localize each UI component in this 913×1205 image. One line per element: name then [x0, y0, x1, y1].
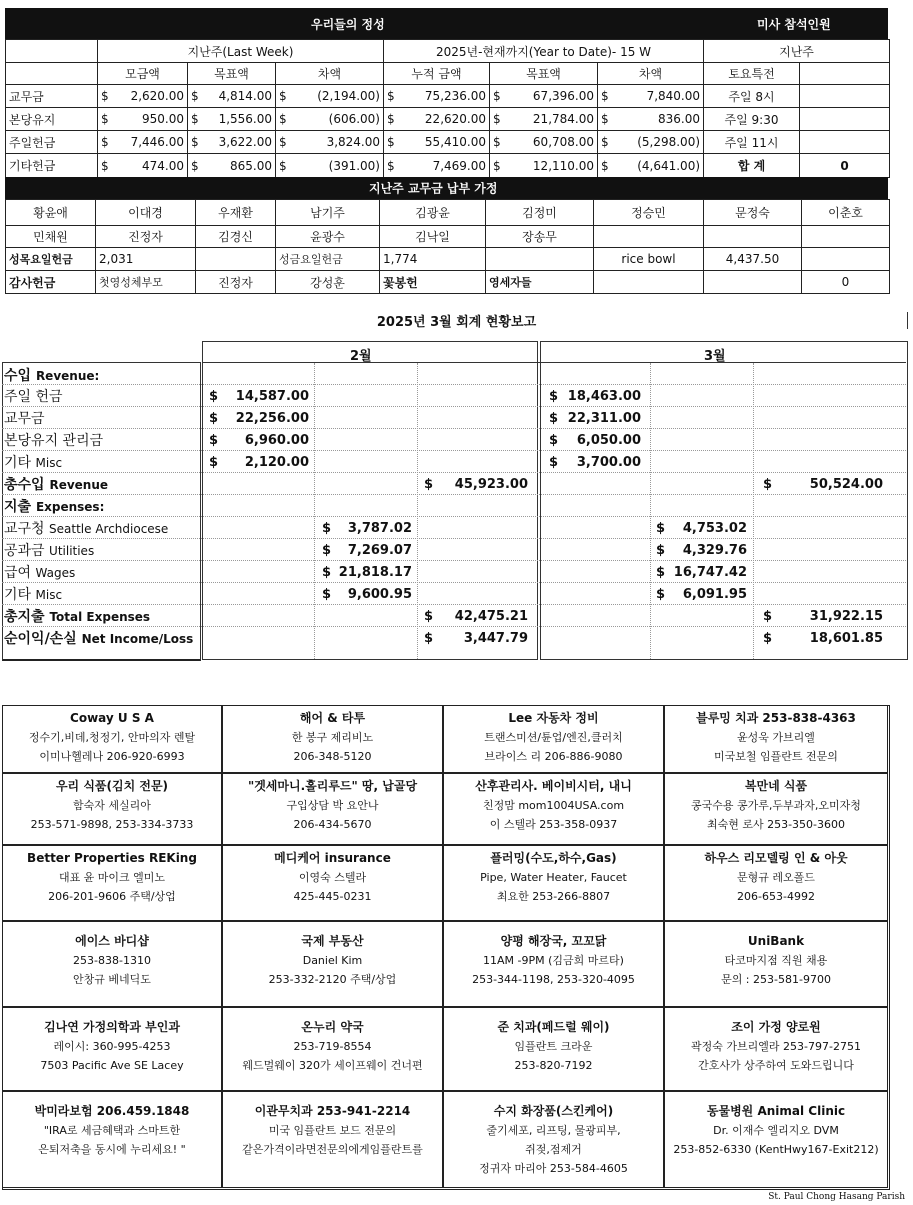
- archdiocese-label: 교구청 Seattle Archdiocese: [4, 521, 169, 537]
- ad-title: 준 치과(페드럴 웨이): [497, 1020, 610, 1034]
- divider: [202, 362, 906, 363]
- col-header: 토요특전: [704, 63, 800, 85]
- summary-row: 교무금 $ 2,620.00 $ 4,814.00 $ (2,194.00) $ 75,236.00 $ 67,396.00 $ 7,840.00 주일 8시: [6, 85, 890, 108]
- family-name: 윤광수: [276, 226, 380, 248]
- ad-title: 산후관리사. 베이비시터, 내니: [475, 779, 632, 793]
- dues-label: 교무금: [4, 411, 45, 427]
- utilities-label: 공과금 Utilities: [4, 543, 95, 559]
- misc-expense-label: 기타 Misc: [4, 587, 63, 603]
- ad-line: Dr. 이재수 엘리지오 DVM: [713, 1124, 839, 1137]
- ad-card: [443, 845, 664, 921]
- amount: 474.00: [142, 158, 184, 173]
- family-name: 민채원: [6, 226, 96, 248]
- maintenance-label: 본당유지 관리금: [4, 433, 104, 449]
- ad-line: 콩국수용 콩가루,두부과자,오미자청: [691, 799, 861, 812]
- family-name: 김정미: [486, 200, 594, 226]
- ad-line: Pipe, Water Heater, Faucet: [480, 871, 627, 884]
- col-header: 누적 금액: [384, 63, 490, 85]
- amount: 3,622.00: [218, 135, 272, 149]
- divider: [753, 363, 754, 659]
- row-label: 기타헌금: [6, 154, 98, 178]
- ad-line: 쥐젖,점제거: [525, 1143, 582, 1156]
- ad-line: 친정맘 mom1004USA.com: [482, 799, 625, 812]
- row-rule: [2, 406, 906, 407]
- col-header: 차액: [276, 63, 384, 85]
- report-side-rule: [535, 312, 908, 329]
- amount: 2,620.00: [130, 89, 184, 103]
- ad-title: 복만네 식품: [744, 779, 808, 793]
- row-rule: [2, 428, 906, 429]
- ad-line: 425-445-0231: [293, 890, 372, 903]
- ad-title: 이관무치과 253-941-2214: [254, 1104, 411, 1118]
- ad-line: 안창규 베네딕도: [73, 973, 151, 986]
- ad-line: 253-838-1310: [73, 954, 151, 967]
- baptized-label: 영세자들: [486, 271, 594, 294]
- ad-title: 해어 & 타투: [299, 711, 366, 725]
- amount: 22,620.00: [424, 112, 486, 126]
- ad-card: [2, 845, 222, 921]
- ad-line: 줄기세포, 리프팅, 물광피부,: [486, 1124, 621, 1137]
- col-header: 모금액: [98, 63, 188, 85]
- good-friday-amount: 1,774: [380, 248, 486, 271]
- ad-line: 이미나헬레나 206-920-6993: [39, 750, 185, 763]
- dues-table: [5, 199, 890, 294]
- amount: 60,708.00: [532, 135, 594, 149]
- ad-line: 206-201-9606 주택/상업: [48, 890, 176, 903]
- ad-line: 11AM -9PM (김금희 마르타): [483, 954, 624, 967]
- amount: 55,410.00: [424, 135, 486, 149]
- ad-card: [222, 773, 443, 845]
- row-rule: [2, 604, 906, 605]
- family-name: 김낙일: [380, 226, 486, 248]
- ad-card: [2, 1007, 222, 1091]
- ad-title: Better Properties REKing: [27, 851, 197, 865]
- ad-card: [443, 1091, 664, 1188]
- summary-row: 본당유지 $ 950.00 $ 1,556.00 $ (606.00) $ 22,620.00 $ 21,784.00 $ 836.00 주일 9:30: [6, 108, 890, 131]
- ad-card: [443, 921, 664, 1007]
- ad-line: 253-571-9898, 253-334-3733: [30, 818, 194, 831]
- thanksgiving-name: 진정자: [196, 271, 276, 294]
- dues-header-band: [5, 177, 888, 199]
- amount: (391.00): [328, 158, 380, 173]
- mass-time: 주일 11시: [704, 131, 800, 154]
- ad-line: 최요한 253-266-8807: [496, 890, 611, 903]
- ad-card: [222, 845, 443, 921]
- ad-line: 은퇴저축을 동시에 누리세요! ": [38, 1143, 186, 1156]
- ad-line: 대표 윤 마이크 엘미노: [58, 871, 166, 884]
- ad-title: 플러밍(수도,하수,Gas): [490, 851, 617, 865]
- footer-parish-name: St. Paul Chong Hasang Parish: [768, 1192, 905, 1202]
- ad-line: 곽정숙 가브리엘라 253-797-2751: [691, 1040, 861, 1053]
- ad-card: [664, 1007, 888, 1091]
- amount: 67,396.00: [532, 89, 594, 103]
- amount: 21,784.00: [532, 112, 594, 126]
- ad-card: [443, 705, 664, 773]
- ad-line: 206-348-5120: [293, 750, 372, 763]
- ad-title: 조이 가정 양로원: [731, 1020, 821, 1034]
- blank-cell: [6, 40, 98, 63]
- ad-card: [443, 1007, 664, 1091]
- ad-card: [2, 705, 222, 773]
- ad-line: 레이시: 360-995-4253: [53, 1040, 171, 1053]
- amount: 3,824.00: [326, 135, 380, 149]
- col-header: 목표액: [188, 63, 276, 85]
- divider: [314, 363, 315, 659]
- ad-line: 윤성욱 가브리엘: [737, 731, 815, 744]
- amount: (5,298.00): [637, 135, 701, 149]
- ad-line: 웨드멀웨이 320가 세이프웨이 건너편: [242, 1059, 423, 1072]
- amount: 836.00: [658, 112, 701, 126]
- offering-header-band: [5, 8, 888, 39]
- amount: 865.00: [230, 158, 272, 173]
- ad-line: 문형규 레오폴드: [737, 871, 815, 884]
- col-header: 목표액: [490, 63, 598, 85]
- ad-line: 정수기,비데,청정기, 안마의자 렌탈: [28, 731, 196, 744]
- wages-label: 급여 Wages: [4, 565, 76, 581]
- ad-line: 미국보철 임플란트 전문의: [714, 750, 838, 763]
- family-name: 장송무: [486, 226, 594, 248]
- ad-line: 206-434-5670: [293, 818, 372, 831]
- ad-title: 수지 화장품(스킨케어): [493, 1104, 614, 1118]
- summary-row: 주일헌금 $ 7,446.00 $ 3,622.00 $ 3,824.00 $ 55,410.00 $ 60,708.00 $ (5,298.00) 주일 11시: [6, 131, 890, 154]
- good-friday-label: 성금요일헌금: [276, 248, 380, 271]
- row-rule: [2, 560, 906, 561]
- ad-line: Daniel Kim: [302, 954, 363, 967]
- ad-card: [222, 1007, 443, 1091]
- family-name: 우재환: [196, 200, 276, 226]
- ad-card: [664, 1091, 888, 1188]
- family-name: 황윤애: [6, 200, 96, 226]
- dues-title: 지난주 교무금 납부 가정: [369, 181, 498, 196]
- divider: [417, 363, 418, 659]
- total-label: 합 계: [704, 154, 800, 178]
- ad-line: 253-852-6330 (KentHwy167-Exit212): [673, 1143, 879, 1156]
- attendance-total: 0: [800, 154, 890, 178]
- ad-line: 미국 임플란트 보드 전문의: [268, 1124, 397, 1137]
- flower-offering-label: 꽃봉헌: [380, 271, 486, 294]
- ad-title: 동물병원 Animal Clinic: [706, 1104, 846, 1118]
- revenue-heading: 수입 Revenue:: [4, 368, 100, 384]
- family-name: 정승민: [594, 200, 704, 226]
- ad-line: 같은가격이라면전문의에게임플란트를: [242, 1143, 423, 1156]
- blank-cell: [6, 63, 98, 85]
- amount: 7,469.00: [432, 158, 486, 173]
- ad-title: 박미라보험 206.459.1848: [34, 1104, 190, 1118]
- ad-title: 온누리 약국: [301, 1020, 364, 1034]
- ad-card: [2, 921, 222, 1007]
- col-header: 차액: [598, 63, 704, 85]
- march-header: 3월: [704, 349, 726, 364]
- ad-line: 253-344-1198, 253-320-4095: [472, 973, 635, 986]
- baptized-count: 0: [802, 271, 890, 294]
- amount: 12,110.00: [532, 158, 594, 173]
- amount: (4,641.00): [637, 158, 701, 173]
- report-title: 2025년 3월 회계 현황보고: [376, 315, 537, 330]
- february-header: 2월: [350, 349, 372, 364]
- ad-title: Coway U S A: [70, 711, 154, 725]
- mass-time: 주일 9:30: [704, 108, 800, 131]
- amount: 7,446.00: [130, 135, 184, 149]
- ad-title: 김나연 가정의학과 부인과: [44, 1020, 180, 1034]
- ad-line: 트랜스미션/튠업/엔진,클러치: [484, 731, 623, 744]
- total-revenue-label: 총수입 Revenue: [4, 477, 109, 493]
- attendance-title: 미사 참석인원: [757, 17, 831, 31]
- ad-line: 206-653-4992: [737, 890, 815, 903]
- family-name: 진정자: [96, 226, 196, 248]
- ad-line: 한 봉구 제리비노: [291, 731, 374, 744]
- ad-line: 253-719-8554: [293, 1040, 372, 1053]
- ad-line: 최숙현 로사 253-350-3600: [706, 818, 846, 831]
- family-name: 김경신: [196, 226, 276, 248]
- offering-title: 우리들의 정성: [311, 17, 385, 31]
- ytd-header: 2025년-현재까지(Year to Date)- 15 W: [384, 40, 704, 63]
- ad-line: 253-332-2120 주택/상업: [268, 973, 397, 986]
- ad-card: [2, 773, 222, 845]
- amount: 7,840.00: [646, 89, 701, 103]
- amount: 950.00: [142, 112, 184, 126]
- ad-line: 이 스텔라 253-358-0937: [489, 818, 618, 831]
- ad-title: UniBank: [747, 934, 805, 948]
- divider: [650, 363, 651, 659]
- amount: 1,556.00: [218, 112, 272, 126]
- ad-line: 간호사가 상주하여 도와드립니다: [698, 1059, 854, 1072]
- rice-bowl-label: rice bowl: [594, 248, 704, 271]
- ad-title: "겟세마니.홀리루드" 땅, 납골당: [247, 779, 418, 793]
- ad-line: 임플란트 크라운: [514, 1040, 593, 1053]
- last-week-header: 지난주(Last Week): [98, 40, 384, 63]
- ad-title: 양평 해장국, 꼬꼬닭: [500, 934, 607, 948]
- ad-card: [2, 1091, 222, 1188]
- ad-line: 함숙자 세실리아: [73, 799, 151, 812]
- amount: 75,236.00: [424, 89, 486, 103]
- ad-title: 블루밍 치과 253-838-4363: [696, 711, 856, 725]
- ad-title: 하우스 리모델링 인 & 아웃: [704, 851, 848, 865]
- expenses-heading: 지출 Expenses:: [4, 499, 105, 515]
- family-name: 김광윤: [380, 200, 486, 226]
- sunday-collection-label: 주일 헌금: [4, 389, 63, 405]
- attendance-header: 지난주: [704, 40, 890, 63]
- row-rule: [2, 472, 906, 473]
- ad-card: [222, 1091, 443, 1188]
- blank-cell: [800, 63, 890, 85]
- row-rule: [2, 494, 906, 495]
- ad-title: 에이스 바디샵: [75, 934, 149, 948]
- ad-card: [443, 773, 664, 845]
- ad-card: [222, 705, 443, 773]
- thanksgiving-name: 강성훈: [276, 271, 380, 294]
- ad-line: 브라이스 리 206-886-9080: [484, 750, 623, 763]
- thanksgiving-label: 감사헌금: [6, 271, 96, 294]
- row-rule: [2, 450, 906, 451]
- ad-line: 구입상담 박 요안나: [286, 799, 379, 812]
- family-name: 이대경: [96, 200, 196, 226]
- ad-card: [664, 705, 888, 773]
- ad-title: 우리 식품(김치 전문): [55, 779, 169, 793]
- holy-thursday-amount: 2,031: [96, 248, 196, 271]
- family-name: 남기주: [276, 200, 380, 226]
- thanksgiving-name: 첫영성체부모: [96, 271, 196, 294]
- ad-card: [664, 921, 888, 1007]
- holy-thursday-label: 성목요일헌금: [6, 248, 96, 271]
- row-rule: [2, 384, 906, 385]
- row-rule: [2, 516, 906, 517]
- row-label: 주일헌금: [6, 131, 98, 154]
- ad-title: 국제 부동산: [301, 934, 364, 948]
- total-expenses-label: 총지출 Total Expenses: [4, 609, 151, 625]
- summary-row: 기타헌금 $ 474.00 $ 865.00 $ (391.00) $ 7,469.00 $ 12,110.00 $ (4,641.00) 합 계 0: [6, 154, 890, 178]
- ad-card: [664, 845, 888, 921]
- family-name: 이춘호: [802, 200, 890, 226]
- ad-card: [664, 773, 888, 845]
- net-income-label: 순이익/손실 Net Income/Loss: [4, 631, 194, 647]
- offering-summary-table: [5, 39, 890, 178]
- rice-bowl-amount: 4,437.50: [704, 248, 802, 271]
- ad-card: [222, 921, 443, 1007]
- amount: (606.00): [328, 112, 380, 126]
- row-label: 교무금: [6, 85, 98, 108]
- amount: 4,814.00: [218, 89, 272, 103]
- ad-line: 253-820-7192: [514, 1059, 593, 1072]
- amount: (2,194.00): [317, 89, 380, 103]
- ad-line: 7503 Pacific Ave SE Lacey: [40, 1059, 184, 1072]
- row-rule: [2, 626, 906, 627]
- ad-title: 메디케어 insurance: [274, 851, 391, 865]
- ad-line: "IRA로 세금혜택과 스마트한: [43, 1124, 181, 1137]
- row-rule: [2, 538, 906, 539]
- family-name: 문정숙: [704, 200, 802, 226]
- row-label: 본당유지: [6, 108, 98, 131]
- mass-time: 주일 8시: [704, 85, 800, 108]
- ad-line: 이영숙 스텔라: [298, 871, 367, 884]
- ad-line: 정귀자 마리아 253-584-4605: [479, 1162, 628, 1175]
- ad-line: 문의 : 253-581-9700: [721, 973, 831, 986]
- ad-line: 타코마지점 직원 채용: [724, 954, 828, 967]
- ad-title: Lee 자동차 정비: [508, 711, 599, 725]
- misc-revenue-label: 기타 Misc: [4, 455, 63, 471]
- row-rule: [2, 582, 906, 583]
